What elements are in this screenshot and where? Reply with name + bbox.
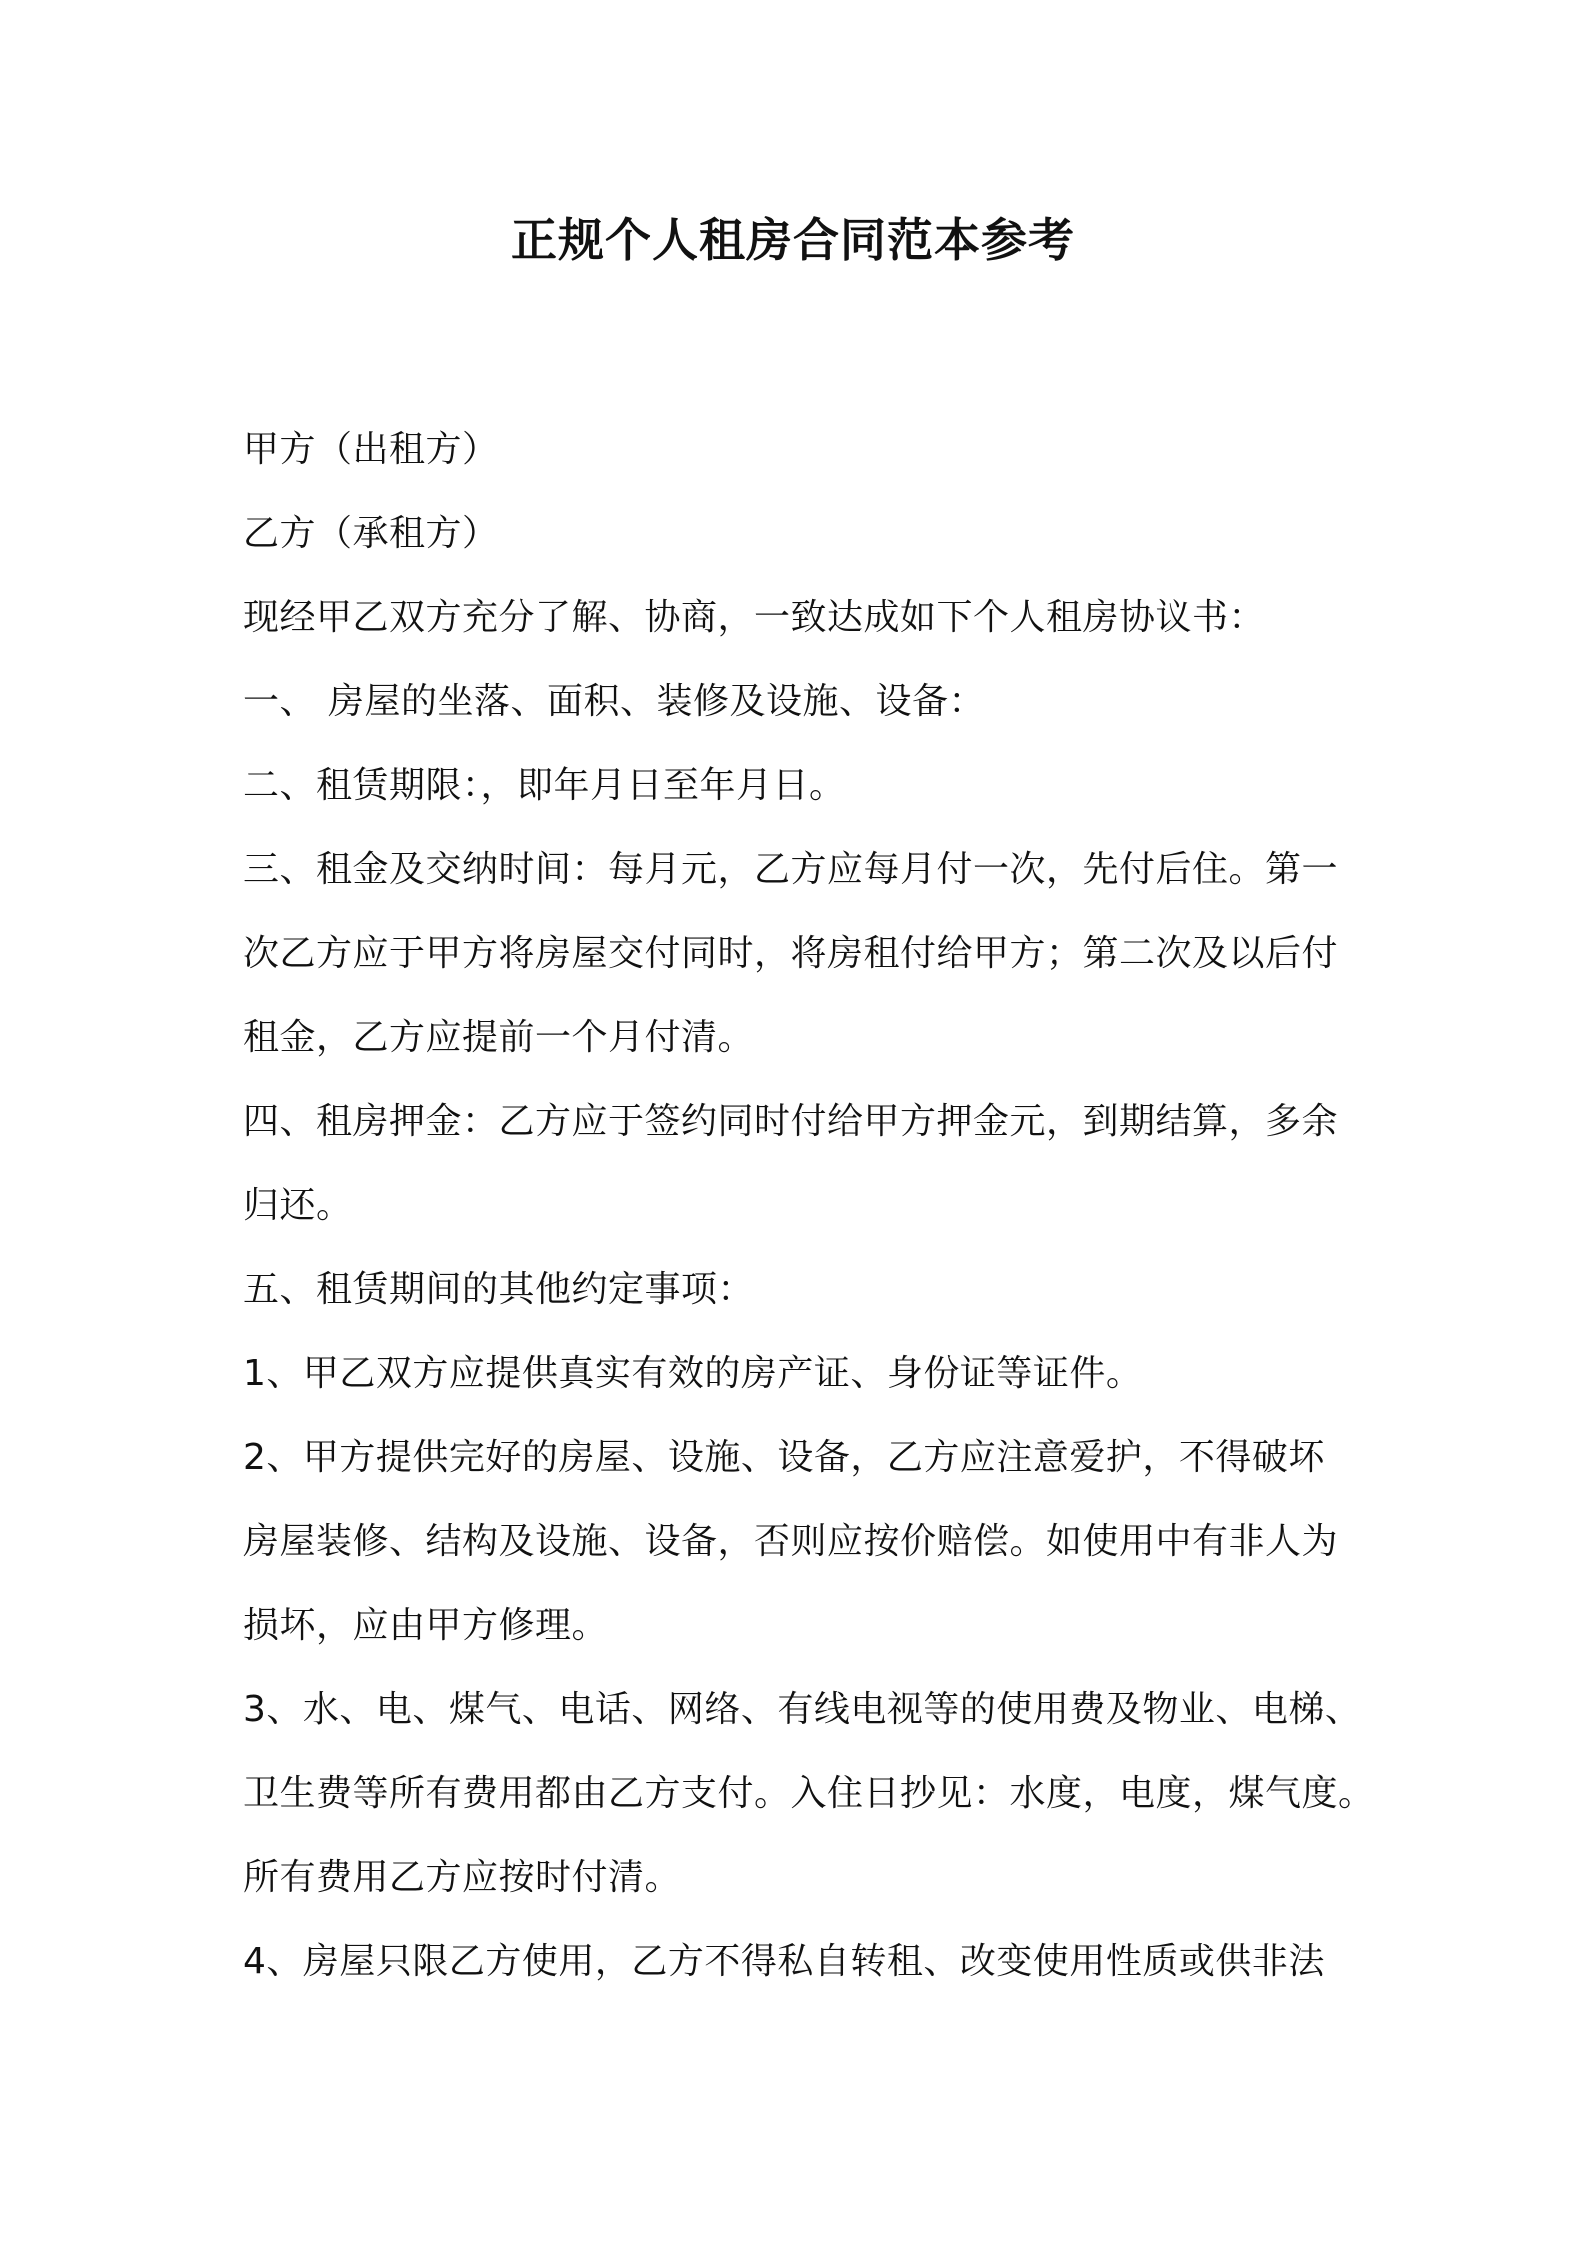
- clause-5-heading: 五、租赁期间的其他约定事项：: [243, 1269, 755, 1310]
- item-2-line-2: 房屋装修、结构及设施、设备，否则应按价赔偿。如使用中有非人为: [243, 1521, 1339, 1562]
- clause-4-line-1: 四、租房押金：乙方应于签约同时付给甲方押金元，到期结算，多余: [243, 1101, 1339, 1142]
- item-2-line-1: 2、甲方提供完好的房屋、设施、设备，乙方应注意爱护，不得破坏: [243, 1437, 1325, 1478]
- item-3-line-1: 3、水、电、煤气、电话、网络、有线电视等的使用费及物业、电梯、: [243, 1689, 1362, 1730]
- item-1-line: 1、甲乙双方应提供真实有效的房产证、身份证等证件。: [243, 1353, 1143, 1394]
- party-a-line: 甲方（出租方）: [243, 429, 499, 470]
- agreement-intro-line: 现经甲乙双方充分了解、协商，一致达成如下个人租房协议书：: [243, 597, 1266, 638]
- clause-4-line-2: 归还。: [243, 1185, 353, 1226]
- document-title: 正规个人租房合同范本参考: [511, 213, 1075, 267]
- item-2-line-3: 损坏，应由甲方修理。: [243, 1605, 609, 1646]
- document-body: [243, 408, 1373, 2004]
- item-3-line-3: 所有费用乙方应按时付清。: [243, 1857, 682, 1898]
- clause-3-line-2: 次乙方应于甲方将房屋交付同时，将房租付给甲方；第二次及以后付: [243, 933, 1339, 974]
- clause-1-line: 一、 房屋的坐落、面积、装修及设施、设备：: [243, 681, 985, 722]
- clause-3-line-3: 租金，乙方应提前一个月付清。: [243, 1017, 755, 1058]
- clause-3-line-1: 三、租金及交纳时间：每月元，乙方应每月付一次，先付后住。第一: [243, 849, 1339, 890]
- item-4-line-1: 4、房屋只限乙方使用，乙方不得私自转租、改变使用性质或供非法: [243, 1941, 1325, 1982]
- item-3-line-2: 卫生费等所有费用都由乙方支付。入住日抄见：水度，电度，煤气度。: [243, 1773, 1375, 1814]
- party-b-line: 乙方（承租方）: [243, 513, 499, 554]
- clause-2-line: 二、租赁期限：，即年月日至年月日。: [243, 765, 846, 806]
